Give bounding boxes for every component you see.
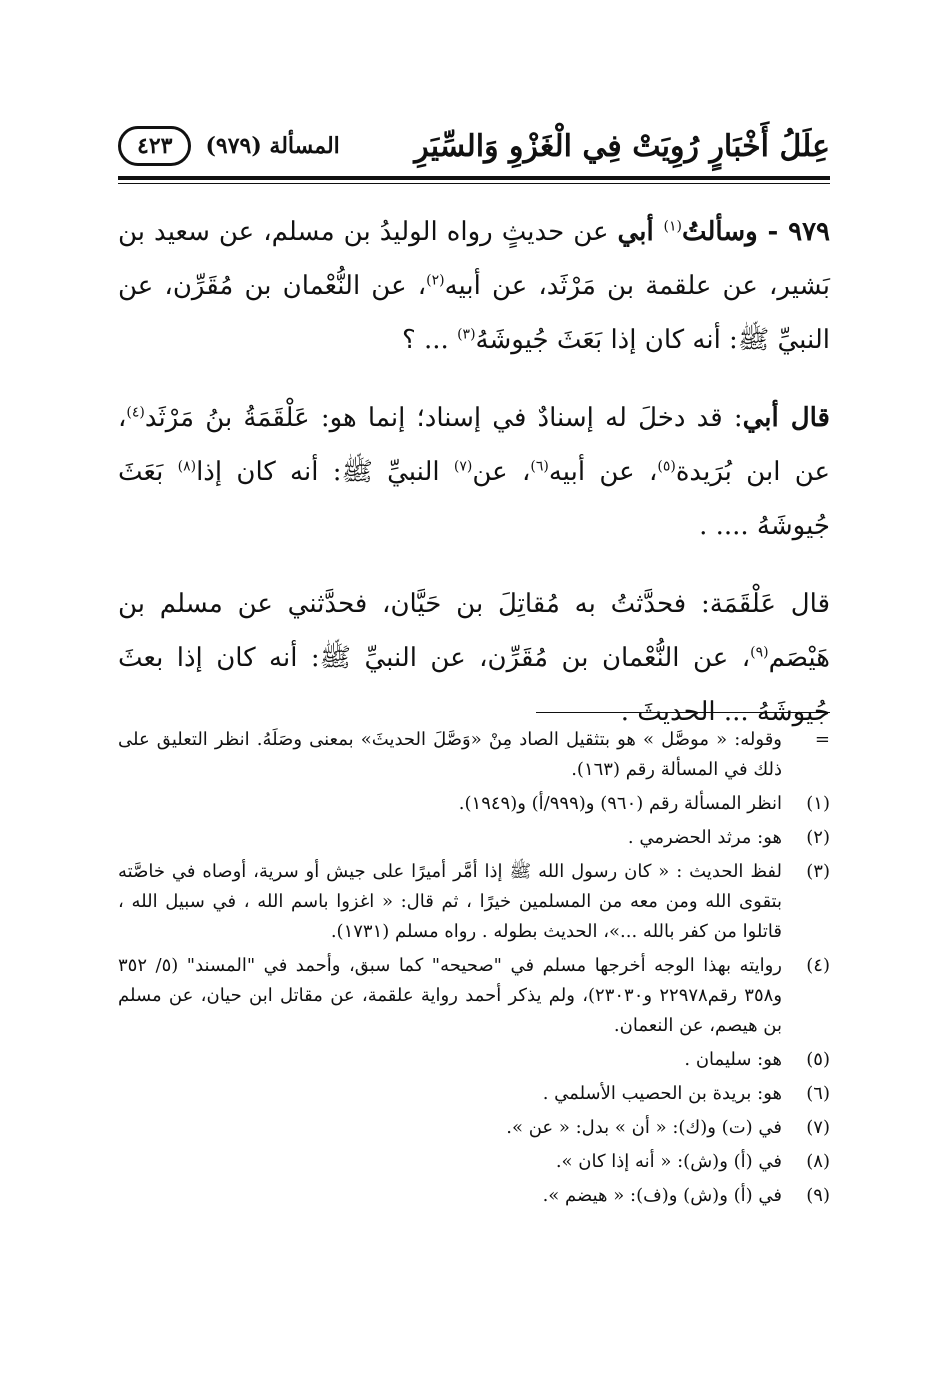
text-span: عن حديثٍ رواه الوليدُ بن مسلم، عن سعيد بن بَشير، عن علقمة بن مَرْثَد، عن أبيه [118, 217, 830, 301]
footnote-number: (٥) [806, 1049, 830, 1070]
answer-lead: قال أبي [742, 403, 830, 433]
footnote-ref-1: (١) [663, 218, 682, 235]
footnote-text: في (أ) و(ش) و(ف): « هيضم ». [542, 1185, 782, 1206]
text-span: النبيِّ ﷺ: أنه كان إذا [196, 457, 454, 487]
footnote-number: (٩) [806, 1185, 830, 1206]
footnote-ref-6: (٦) [530, 458, 549, 475]
footnote-ref-8: (٨) [177, 458, 197, 475]
footnote-separator [536, 712, 830, 713]
footnote-text: في (ت) و(ك): « أن » بدل: « عن ». [506, 1117, 782, 1138]
footnote-text: في (أ) و(ش): « أنه إذا كان ». [555, 1151, 782, 1172]
footnote-ref-5: (٥) [657, 458, 676, 475]
footnote-number: (٧) [806, 1117, 830, 1138]
book-title: عِلَلُ أَخْبَارٍ رُوِيَتْ فِي الْغَزْوِ وَالسِّيَرِ [414, 128, 830, 164]
footnote [118, 725, 830, 785]
footnote-ref-4: (٤) [126, 404, 145, 421]
text-span: ، عن ابن بُرَيدة [118, 403, 831, 487]
text-span: ... ؟ [401, 325, 458, 355]
footnote-text: هو: مرثد الحضرمي . [627, 827, 782, 848]
footnote-ref-3: (٣) [457, 326, 476, 343]
issue-reference: المسألة (٩٧٩) [205, 133, 340, 159]
footnote [118, 1147, 830, 1177]
paragraph-answer [118, 391, 830, 553]
text-span: ، عن النُّعْمان بن مُقَرِّن، عن النبيِّ ﷺ: أنه كان إذا بَعَثَ جُيوشَهُ [118, 271, 830, 355]
footnote-number: (٦) [806, 1083, 830, 1104]
page-header [118, 118, 830, 174]
footnote-text: هو: سليمان . [684, 1049, 782, 1070]
header-rule-thick [118, 176, 830, 180]
text-span: : قد دخلَ له إسنادٌ في إسناد؛ إنما هو: عَلْقَمَةُ بنُ مَرْثَد [144, 403, 743, 433]
footnote [118, 1045, 830, 1075]
footnote [118, 1113, 830, 1143]
footnote [118, 1079, 830, 1109]
question-subject: أبي [617, 217, 664, 247]
header-reference [118, 126, 340, 166]
text-span: ، عن [472, 457, 531, 487]
footnote-ref-2: (٢) [426, 272, 445, 289]
footnote-number: (١) [806, 793, 830, 814]
footnote-number: (٣) [806, 861, 830, 882]
footnote [118, 857, 830, 947]
footnote-number: = [814, 729, 830, 750]
footnote-text: روايته بهذا الوجه أخرجها مسلم في "صحيحه" كما سبق، وأحمد في "المسند" (٥/ ٣٥٢ و٣٥٨ رقم٢٢٩٧٨ و٢٣٠٣٠)، ولم يذكر أحمد رواية علقمة، عن مقاتل ابن حيان، عن مسلم بن هيصم، عن النعمان. [118, 955, 783, 1036]
header-rule-thin [118, 183, 830, 184]
footnote-ref-9: (٩) [750, 644, 769, 661]
paragraph-alqama [118, 577, 830, 739]
footnote-text: لفظ الحديث : « كان رسول الله ﷺ إذا أمَّر أميرًا على جيش أو سرية، أوصاه في خاصَّته بتقوى الله ومن معه من المسلمين خيرًا ، ثم قال: « اغزوا باسم الله ، في سبيل الله ، قاتلوا من كفر بالله ...»، الحديث بطوله . رواه مسلم (١٧٣١). [118, 861, 782, 942]
footnote-number: (٨) [806, 1151, 830, 1172]
footnote [118, 1181, 830, 1211]
footnote [118, 823, 830, 853]
footnote-text: انظر المسألة رقم (٩٦٠) و(٩٩٩/أ) و(١٩٤٩). [458, 793, 782, 814]
text-span: قال عَلْقَمَة: فحدَّثتُ به مُقاتِلَ بن حَيَّان، فحدَّثني عن مسلم بن هَيْصَم [118, 589, 831, 673]
text-span: بَعَثَ جُيوشَهُ .... . [118, 457, 830, 541]
main-text [118, 205, 830, 763]
footnote-text: هو: بريدة بن الحصيب الأسلمي . [542, 1083, 782, 1104]
footnote [118, 789, 830, 819]
footnote-text: وقوله: « موصَّل » هو بتثقيل الصاد مِنْ «وَصَّلَ الحديثَ» بمعنى وصَلَهُ. انظر التعليق على ذلك في المسألة رقم (١٦٣). [118, 729, 782, 780]
paragraph-question [118, 205, 830, 367]
footnote-number: (٢) [806, 827, 830, 848]
footnote [118, 951, 830, 1041]
issue-number: ٩٧٩ - [757, 217, 831, 247]
question-lead: وسألتُ [681, 217, 758, 247]
footnote-ref-7: (٧) [453, 458, 473, 475]
text-span: ، عن النُّعْمان بن مُقَرِّن، عن النبيِّ ﷺ: أنه كان إذا بعثَ جُيوشَهُ ... الحديثَ . [118, 643, 830, 727]
footnote-number: (٤) [806, 955, 830, 976]
footnotes [118, 725, 830, 1215]
text-span: ، عن أبيه [548, 457, 658, 487]
page-number-badge: ٤٢٣ [118, 126, 191, 166]
